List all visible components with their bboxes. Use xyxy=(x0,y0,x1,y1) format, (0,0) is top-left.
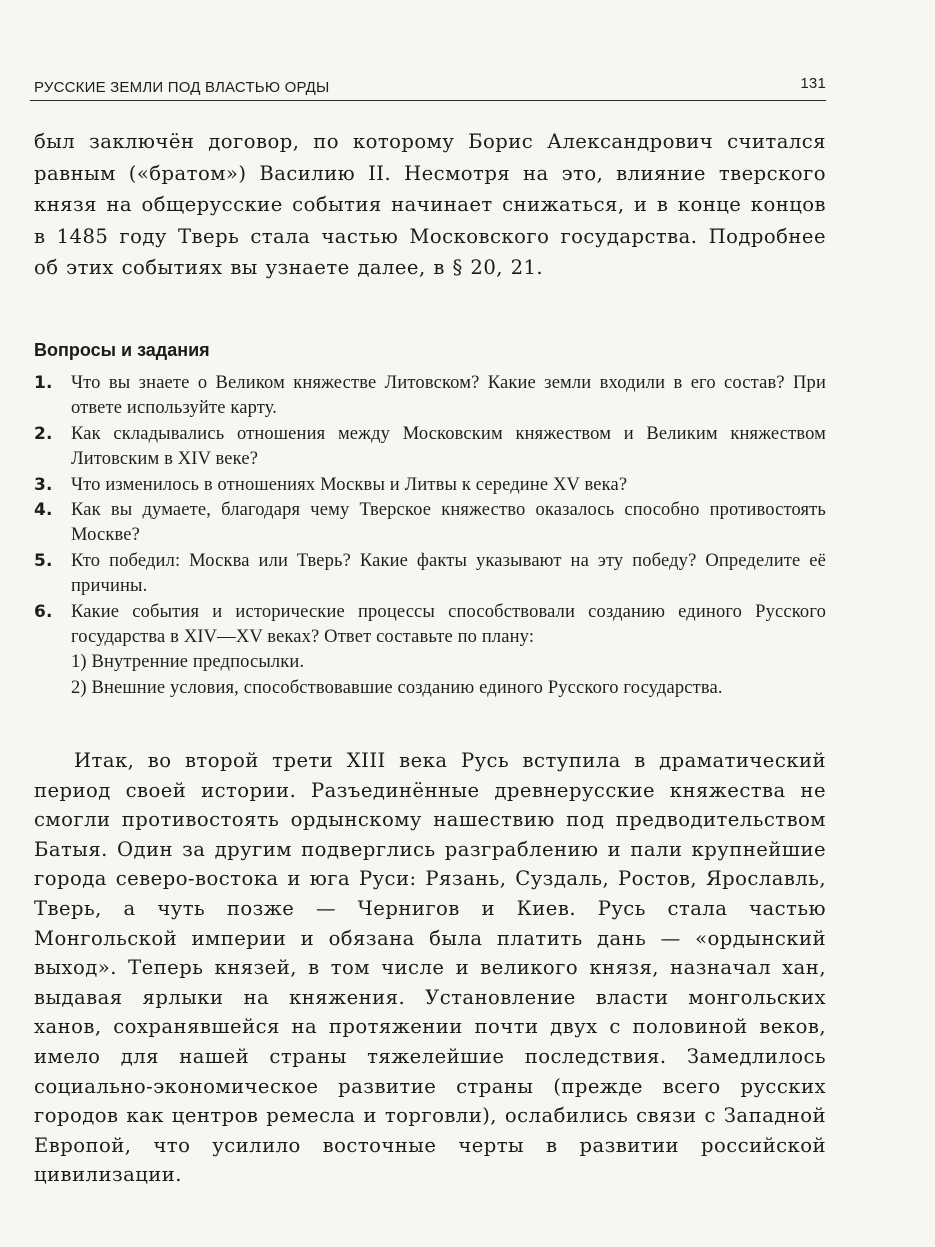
questions-heading: Вопросы и задания xyxy=(34,340,210,360)
running-head xyxy=(34,76,826,100)
question-text: Кто победил: Москва или Тверь? Какие факты указывают на эту победу? Определите её причины. xyxy=(71,550,826,597)
question-text: Что вы знаете о Великом княжестве Литовском? Какие земли входили в его состав? При ответе используйте карту. xyxy=(71,373,826,419)
plan-item-external: 2) Внешние условия, способствовавшие созданию единого Русского государства. xyxy=(71,677,723,698)
question-number: 3. xyxy=(34,474,53,495)
paragraph-continuation: был заключён договор, по которому Борис Александрович считался равным («братом») Василию II. Несмотря на это, влияние тверского князя на общерусские события начинает снижаться, и в конце концов в 1485 году Тверь стала частью Московского государства. Подробнее об этих событиях вы узнаете далее, в § 20, 21. xyxy=(34,130,826,279)
question-item xyxy=(34,473,826,498)
question-number: 1. xyxy=(34,373,53,393)
question-item xyxy=(34,549,826,600)
question-item xyxy=(34,422,826,473)
question-text: Как складывались отношения между Московским княжеством и Великим княжеством Литовским в XIV веке? xyxy=(71,423,826,470)
question-number: 5. xyxy=(34,550,53,571)
question-text: Что изменилось в отношениях Москвы и Литвы к середине XV века? xyxy=(71,474,628,495)
header-rule xyxy=(30,100,826,101)
question-item xyxy=(34,498,826,549)
running-title: РУССКИЕ ЗЕМЛИ ПОД ВЛАСТЬЮ ОРДЫ xyxy=(34,79,330,96)
summary-paragraph: Итак, во второй трети XIII века Русь вступила в драматический период своей истории. Разъединённые древнерусские княжества не смогли противостоять ордынскому нашествию под предводительством Батыя. Один за другим подверглись разграблению и пали крупнейшие города северо-востока и юга Руси: Рязань, Суздаль, Ростов, Ярославль, Тверь, а чуть позже — Чернигов и Киев. Русь стала частью Монгольской империи и обязана была платить дань — «ордынский выход». Теперь князей, в том числе и великого князя, назначал хан, выдавая ярлыки на княжения. Установление власти монгольских ханов, сохранявшейся на протяжении почти двух с половиной веков, имело для нашей страны тяжелейшие последствия. Замедлилось социально-экономическое развитие страны (прежде всего русских городов как центров ремесла и торговли), ослабились связи с Западной Европой, что усилило восточные черты в развитии российской цивилизации. xyxy=(34,749,826,1187)
plan-item-internal: 1) Внутренние предпосылки. xyxy=(71,652,305,673)
question-text: Как вы думаете, благодаря чему Тверское княжество оказалось способно противостоять Москве? xyxy=(71,500,826,546)
question-item xyxy=(34,600,826,702)
question-number: 2. xyxy=(34,423,53,444)
question-number: 4. xyxy=(34,500,53,521)
question-item xyxy=(34,371,826,422)
page-number: 131 xyxy=(800,75,826,92)
questions-list xyxy=(34,371,826,701)
question-text: Какие события и исторические процессы способствовали созданию единого Русского государства в XIV—XV веках? Ответ составьте по плану: xyxy=(71,601,826,648)
question-number: 6. xyxy=(34,601,53,622)
